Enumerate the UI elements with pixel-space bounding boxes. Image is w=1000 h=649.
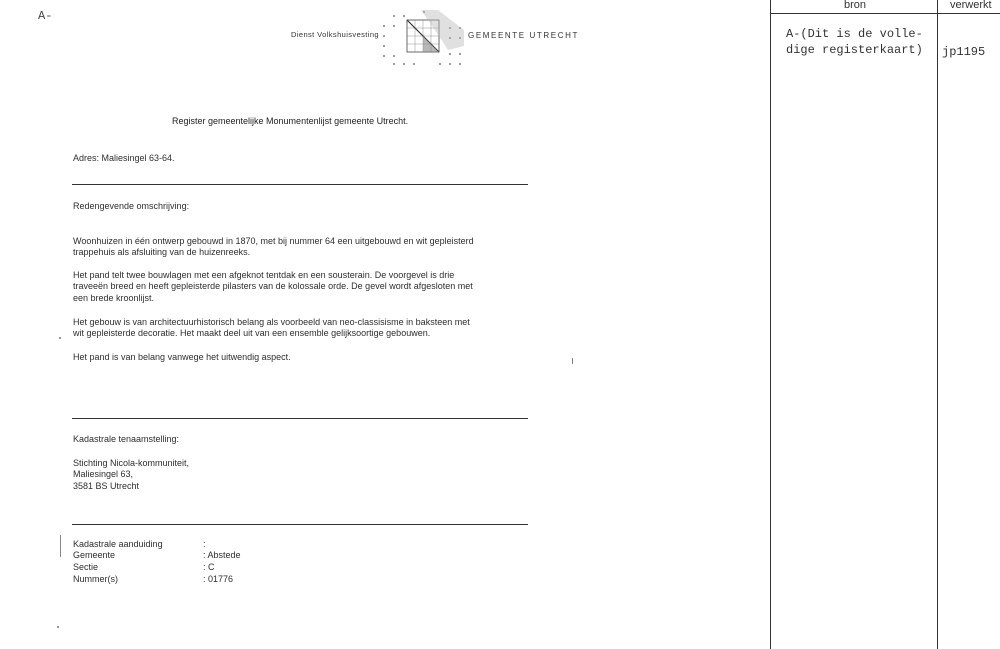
description-line: trappehuis als afsluiting van de huizenreeks. [73, 247, 251, 257]
owner-heading: Kadastrale tenaamstelling: [73, 434, 180, 444]
cadastral-value: : [203, 539, 206, 549]
owner-line: Maliesingel 63, [73, 469, 134, 479]
column-header-verwerkt: verwerkt [950, 0, 992, 11]
margin-mark [60, 535, 61, 557]
description-line: een brede kroonlijst. [73, 293, 155, 303]
bron-line: dige registerkaart) [786, 43, 923, 57]
verwerkt-value: jp1195 [942, 45, 986, 59]
cadastral-label: Nummer(s) [73, 574, 118, 584]
scan-speck [59, 337, 61, 339]
cadastral-label: Kadastrale aanduiding [73, 539, 163, 549]
department-name: Dienst Volkshuisvesting [291, 30, 379, 39]
bron-line: A-(Dit is de volle- [786, 27, 923, 41]
owner-line: 3581 BS Utrecht [73, 481, 140, 491]
divider [72, 524, 528, 525]
description-heading: Redengevende omschrijving: [73, 201, 190, 211]
owner-line: Stichting Nicola-kommuniteit, [73, 458, 190, 468]
scan-speck [572, 358, 573, 364]
description-line: Het pand is van belang vanwege het uitwendig aspect. [73, 352, 291, 362]
description-line: wit gepleisterde decoratie. Het maakt deel uit van een ensemble gelijksoortige gebouwen. [73, 328, 431, 338]
cadastral-label: Gemeente [73, 550, 116, 560]
divider [72, 184, 528, 185]
utrecht-city-logo-icon [378, 6, 470, 68]
description-line: Woonhuizen in één ontwerp gebouwd in 1870, met bij nummer 64 een uitgebouwd en wit gepleisterd [73, 236, 474, 246]
scan-speck [57, 626, 59, 628]
table-column-divider [937, 0, 938, 649]
table-header-rule [770, 13, 1000, 14]
description-line: traveeën breed en heeft gepleisterde pilasters van de kolossale orde. De gevel wordt afgesloten met [73, 281, 473, 291]
description-line: Het pand telt twee bouwlagen met een afgeknot tentdak en een sousterain. De voorgevel is drie [73, 270, 455, 280]
column-header-bron: bron [844, 0, 867, 11]
cadastral-value: : 01776 [203, 574, 234, 584]
divider [72, 418, 528, 419]
cadastral-label: Sectie [73, 562, 99, 572]
description-line: Het gebouw is van architectuurhistorisch belang als voorbeeld van neo-classisisme in baksteen met [73, 317, 470, 327]
cadastral-value: : Abstede [203, 550, 241, 560]
table-left-border [770, 0, 771, 649]
cadastral-value: : C [203, 562, 215, 572]
page-title: Register gemeentelijke Monumentenlijst gemeente Utrecht. [172, 116, 409, 126]
municipality-name: GEMEENTE UTRECHT [468, 31, 579, 40]
address: Adres: Maliesingel 63-64. [73, 153, 175, 163]
corner-mark: A- [38, 9, 53, 23]
